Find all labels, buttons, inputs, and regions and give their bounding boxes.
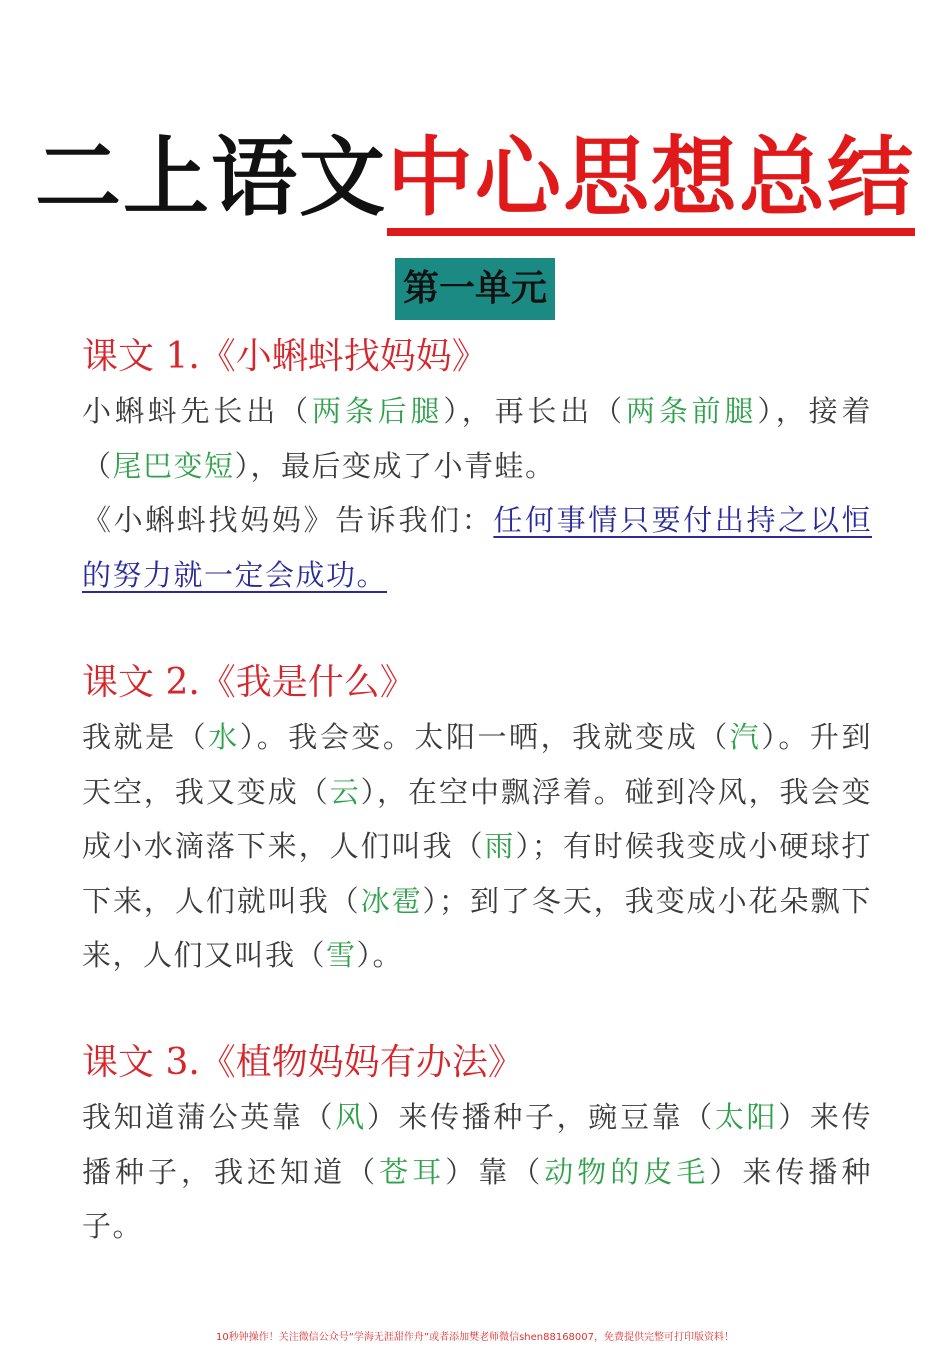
answer: 水: [208, 720, 240, 754]
answer: 尾巴变短: [112, 448, 235, 483]
lesson-3-title: 课文 3.《植物妈妈有办法》: [82, 1042, 524, 1083]
title-part1: 二上语文: [35, 128, 387, 228]
lesson-1: [82, 330, 872, 602]
answer: 风: [335, 1100, 367, 1134]
answer: 雨: [484, 829, 516, 863]
answer: 太阳: [714, 1100, 779, 1134]
lesson-3: [82, 1036, 872, 1254]
answer: 两条前腿: [625, 394, 758, 428]
answer: 两条后腿: [311, 394, 444, 428]
lesson-2: [82, 656, 872, 983]
answer: 动物的皮毛: [544, 1154, 710, 1189]
lesson-1-title: 课文 1.《小蝌蚪找妈妈》: [82, 336, 488, 377]
answer: 苍耳: [379, 1154, 446, 1189]
unit-badge: 第一单元: [395, 258, 555, 320]
lesson-2-summary: 我就是（水）。我会变。太阳一晒，我就变成（汽）。升到天空，我又变成（云），在空中飘浮着。碰到冷风，我会变成小水滴落下来，人们叫我（雨）；有时候我变成小硬球打下来，人们就叫我（冰雹）；到了冬天，我变成小花朵飘下来，人们又叫我（雪）。: [82, 720, 872, 972]
lesson-1-moral: 《小蝌蚪找妈妈》告诉我们：任何事情只要付出持之以恒的努力就一定会成功。: [82, 503, 872, 592]
answer: 雪: [326, 938, 357, 972]
lesson-1-summary: 小蝌蚪先长出（两条后腿），再长出（两条前腿），接着（尾巴变短），最后变成了小青蛙。: [82, 394, 872, 483]
lesson-3-summary: 我知道蒲公英靠（风）来传播种子，豌豆靠（太阳）来传播种子，我还知道（苍耳）靠（动物的皮毛）来传播种子。: [82, 1100, 872, 1243]
title-part2: 中心思想总结: [387, 128, 915, 236]
page-title: [0, 128, 950, 228]
moral-text: 任何事情只要付出持之以恒的努力就一定会成功。: [82, 503, 872, 592]
footer-note: 10秒钟操作！关注微信公众号“学海无涯甜作舟”或者添加樊老师微信shen88168007，免费提供完整可打印版资料！: [215, 1332, 735, 1343]
answer: 汽: [729, 720, 762, 754]
answer: 冰雹: [360, 883, 423, 918]
lesson-2-title: 课文 2.《我是什么》: [82, 662, 416, 703]
answer: 云: [329, 774, 361, 809]
